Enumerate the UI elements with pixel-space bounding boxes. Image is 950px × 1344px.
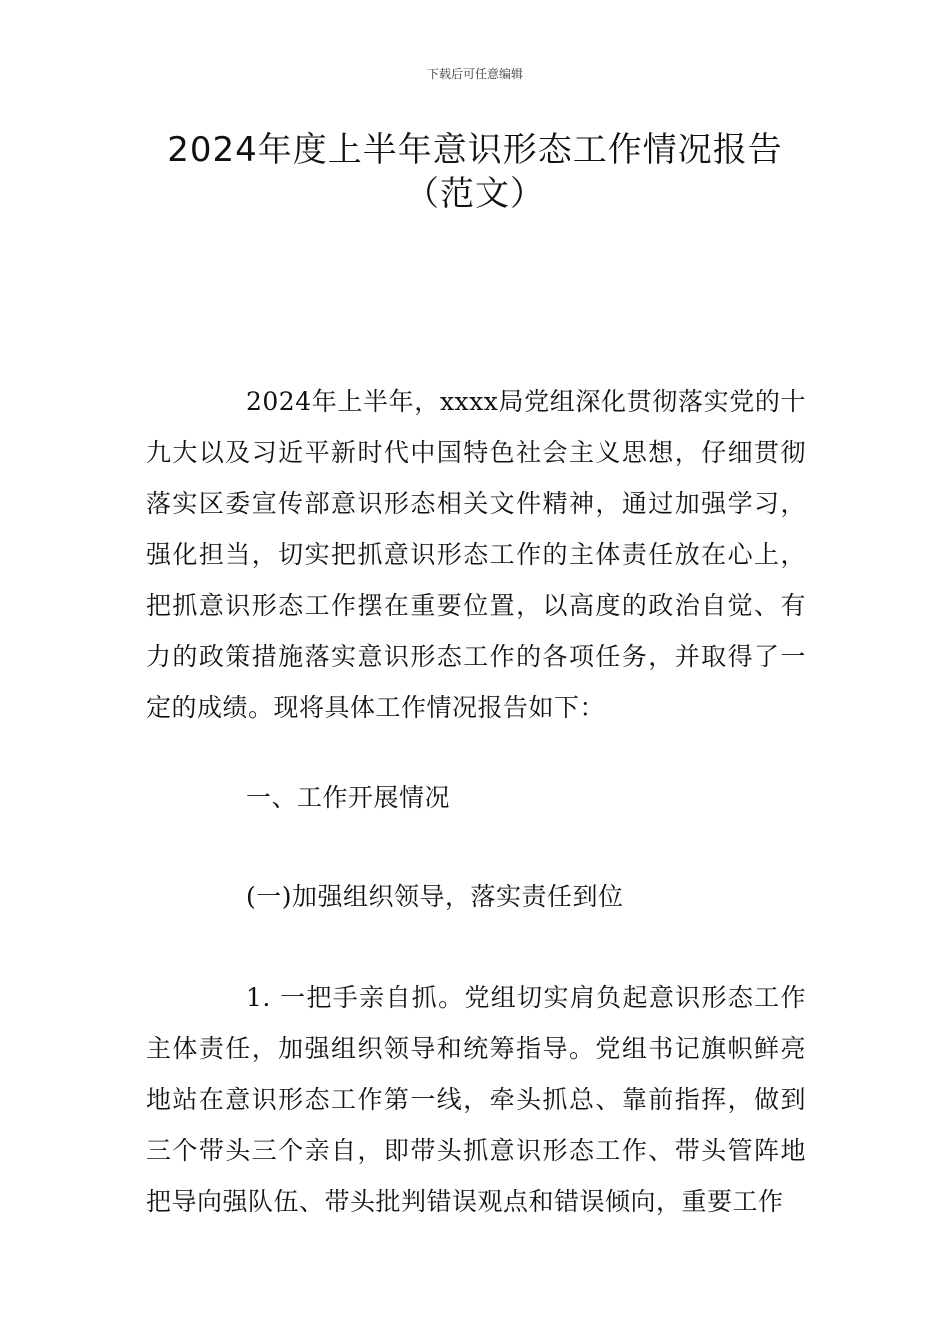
title-line-2: （范文） [405, 174, 545, 214]
subsection-heading-block [146, 871, 806, 922]
subsection-heading: (一)加强组织领导，落实责任到位 [246, 882, 624, 911]
header-note: 下载后可任意编辑 [426, 67, 523, 81]
section-heading: 一、工作开展情况 [246, 783, 451, 812]
intro-paragraph: 2024年上半年，xxxx局党组深化贯彻落实党的十九大以及习近平新时代中国特色社会主义思想，仔细贯彻落实区委宣传部意识形态相关文件精神，通过加强学习，强化担当，切实把抓意识形态工作的主体责任放在心上，把抓意识形态工作摆在重要位置，以高度的政治自觉、有力的政策措施落实意识形态工作的各项任务，并取得了一定的成绩。现将具体工作情况报告如下： [146, 387, 806, 722]
document-title [100, 128, 850, 216]
intro-paragraph-block [146, 376, 806, 733]
title-line-1: 2024年度上半年意识形态工作情况报告 [167, 130, 783, 170]
item-paragraph: 1. 一把手亲自抓。党组切实肩负起意识形态工作主体责任，加强组织领导和统筹指导。党组书记旗帜鲜亮地站在意识形态工作第一线，牵头抓总、靠前指挥，做到三个带头三个亲自，即带头抓意识形态工作、带头管阵地把导向强队伍、带头批判错误观点和错误倾向，重要工作 [146, 983, 806, 1216]
item-paragraph-block [146, 972, 806, 1227]
section-heading-block [146, 772, 806, 823]
